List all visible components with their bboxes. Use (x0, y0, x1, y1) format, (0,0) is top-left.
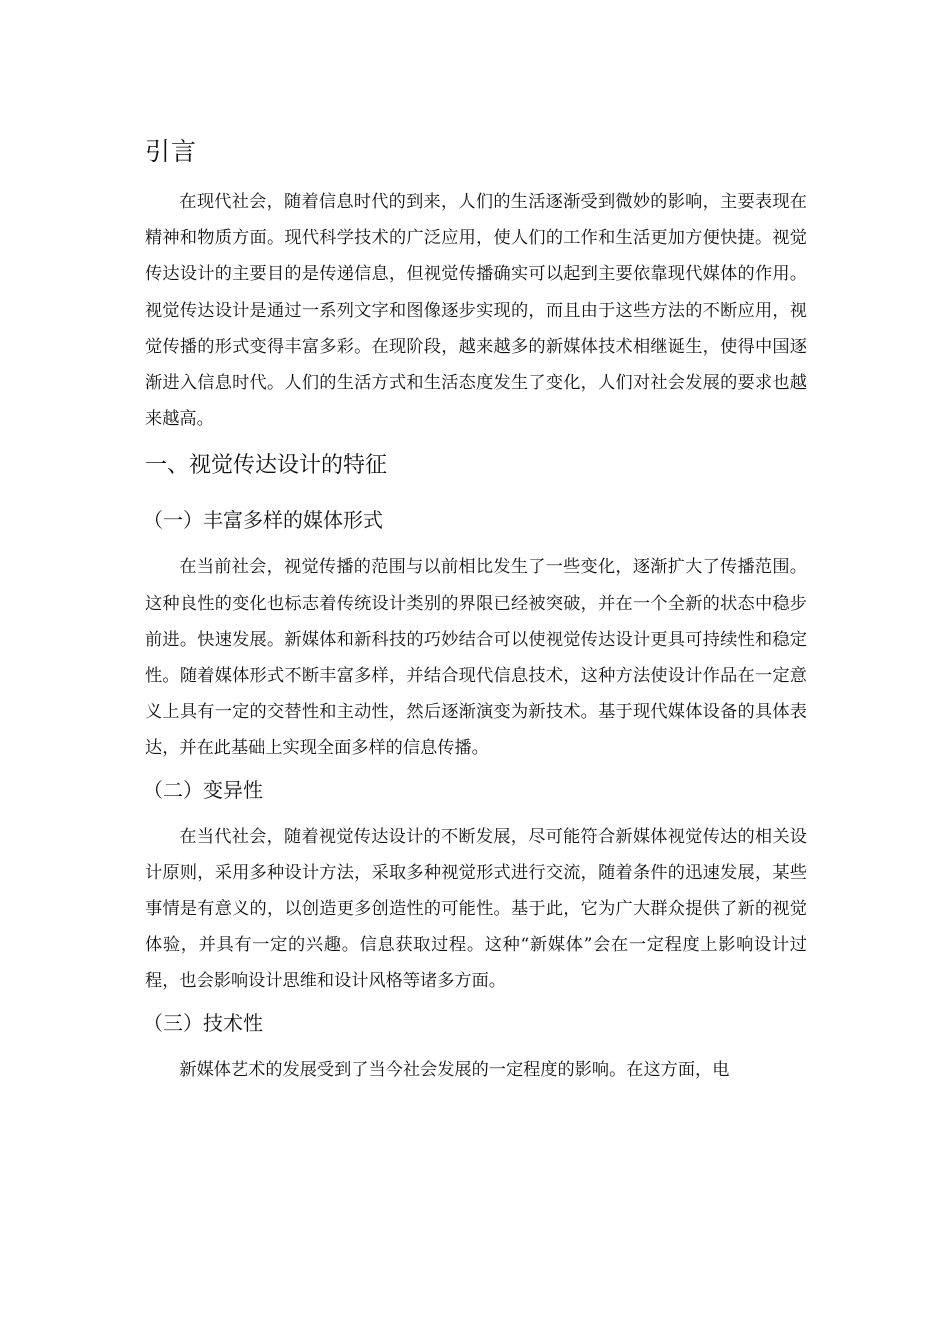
intro-paragraph: 在现代社会，随着信息时代的到来，人们的生活逐渐受到微妙的影响，主要表现在精神和物质方面。现代科学技术的广泛应用，使人们的工作和生活更加方便快捷。视觉传达设计的主要目的是传递信息，但视觉传播确实可以起到主要依靠现代媒体的作用。视觉传达设计是通过一系列文字和图像逐步实现的，而且由于这些方法的不断应用，视觉传播的形式变得丰富多彩。在现阶段，越来越多的新媒体技术相继诞生，使得中国逐渐进入信息时代。人们的生活方式和生活态度发生了变化，人们对社会发展的要求也越来越高。 (145, 192, 807, 430)
subsection1-paragraph: 在当前社会，视觉传播的范围与以前相比发生了一些变化，逐渐扩大了传播范围。这种良性的变化也标志着传统设计类别的界限已经被突破，并在一个全新的状态中稳步前进。快速发展。新媒体和新科技的巧妙结合可以使视觉传达设计更具可持续性和稳定性。随着媒体形式不断丰富多样，并结合现代信息技术，这种方法使设计作品在一定意义上具有一定的交替性和主动性，然后逐渐演变为新技术。基于现代媒体设备的具体表达，并在此基础上实现全面多样的信息传播。 (145, 557, 807, 759)
subsection3-heading: （三）技术性 (143, 1010, 263, 1035)
document-page (145, 134, 807, 1096)
chapter1-heading: 一、视觉传达设计的特征 (145, 453, 388, 479)
subsection2-heading: （二）变异性 (143, 777, 263, 802)
subsection3-paragraph: 新媒体艺术的发展受到了当今社会发展的一定程度的影响。在这方面，电 (179, 1059, 730, 1080)
intro-heading: 引言 (145, 137, 198, 166)
subsection1-heading: （一）丰富多样的媒体形式 (143, 508, 383, 533)
subsection2-paragraph: 在当代社会，随着视觉传达设计的不断发展，尽可能符合新媒体视觉传达的相关设计原则，采用多种设计方法，采取多种视觉形式进行交流，随着条件的迅速发展，某些事情是有意义的，以创造更多创造性的可能性。基于此，它为广大群众提供了新的视觉体验，并具有一定的兴趣。信息获取过程。这种“新媒体”会在一定程度上影响设计过程，也会影响设计思维和设计风格等诸多方面。 (145, 826, 807, 992)
